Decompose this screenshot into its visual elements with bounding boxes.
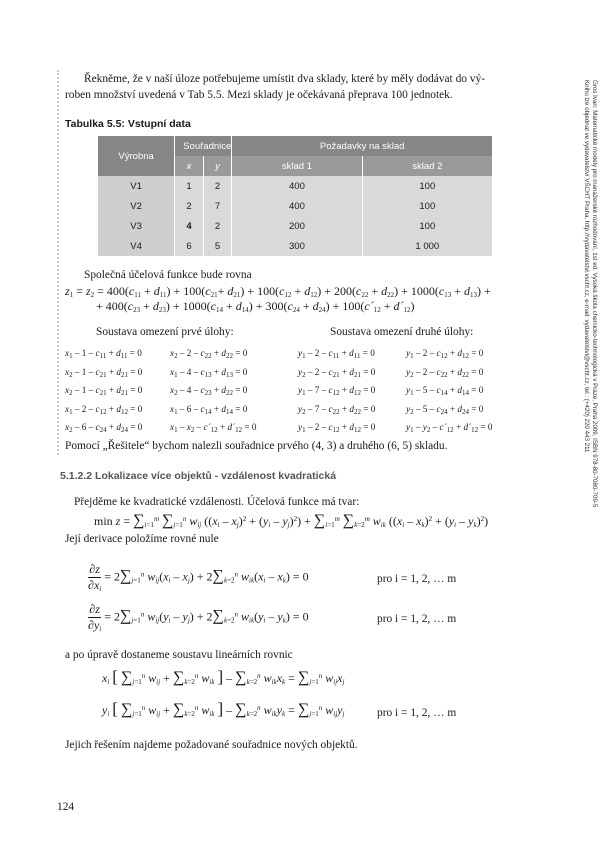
derivative-x-equation: $\frac{\partial z}{\partial x_i}$ = $2\sum_{j=1}^n$ $w_{ij}(x_i - x_j) + 2\sum_{k=2}^n$ $w_{ik}(x_i - x_k) = 0$ <box>88 562 309 593</box>
margin-dotted-rule <box>57 70 59 455</box>
table-row <box>98 176 492 196</box>
cell-x: 1 <box>175 176 204 196</box>
constraints-column-1: $x_1 - 1 - c_{11} + d_{11} = 0$ $x_2 - 1 - c_{21} + d_{21} = 0$ $x_2 - 1 - c_{21} + d_{21} = 0$ $x_1 - 2 - c_{12} + d_{12} = 0$ $x_2 - 6 - c_{24} + d_{24} = 0$ <box>65 348 143 434</box>
linear-y-equation: $y_i$ [ $\sum_{j=1}^n$ $w_{ij} + \sum_{k=2}^n$ $w_{ik}$ ] – $\sum_{k=2}^n$ $w_{ik}y_k = \sum_{j=1}^n$ $w_{ij}y_j$ <box>102 699 345 718</box>
cell-name: V4 <box>98 236 175 256</box>
derivative-intro: Její derivace položíme rovné nule <box>65 533 219 545</box>
intro-line-1: Řekněme, že v naší úloze potřebujeme umístit dva sklady, které by měly dodávat do vý- <box>84 73 485 85</box>
cell-x: 6 <box>175 236 204 256</box>
constraints-title-1: Soustava omezení prvé úlohy: <box>96 326 234 338</box>
cell-name: V2 <box>98 196 175 216</box>
constraints-column-3: $y_1 - 2 - c_{11} + d_{11} = 0$ $y_2 - 2 - c_{21} + d_{21} = 0$ $y_1 - 7 - c_{12} + d_{12} = 0$ $y_2 - 7 - c_{22} + d_{22} = 0$ $y_1 - 2 - c_{12} + d_{12} = 0$ <box>298 348 376 434</box>
derivative-y-equation: $\frac{\partial z}{\partial y_i}$ = $2\sum_{j=1}^n$ $w_{ij}(y_i - y_j) + 2\sum_{k=2}^n$ $w_{ik}(y_i - y_k) = 0$ <box>88 602 309 633</box>
cell-sklad-2: 1 000 <box>362 236 492 256</box>
input-data-table <box>98 136 492 256</box>
cell-y: 2 <box>203 216 232 236</box>
constraints-column-2: $x_2 - 2 - c_{22} + d_{22} = 0$ $x_1 - 4 - c_{13} + d_{13} = 0$ $x_2 - 4 - c_{23} + d_{22} = 0$ $x_1 - 6 - c_{14} + d_{14} = 0$ $x_1 - x_2$ – $c´_{12}$ + $d´_{12} = 0$ <box>170 348 257 434</box>
side-note-line-2: Knihu lze objednat ve vydavatelství VŠCHT Praha, http://vydavatelstvi.vscht.cz, e-mail: vydavatelstvi@vscht.cz, tel.: (+420) 220 443 211 <box>583 80 590 453</box>
cell-sklad-2: 100 <box>362 176 492 196</box>
table-row <box>98 196 492 216</box>
header-sklad-1: sklad 1 <box>232 156 362 176</box>
cell-name: V3 <box>98 216 175 236</box>
cell-sklad-1: 200 <box>232 216 362 236</box>
cell-sklad-2: 100 <box>362 196 492 216</box>
table-caption: Tabulka 5.5: Vstupní data <box>65 118 191 130</box>
header-vyrobna: Výrobna <box>98 136 175 176</box>
side-publication-note <box>580 80 598 602</box>
section-heading: 5.1.2.2 Lokalizace více objektů - vzdálenost kvadratická <box>60 470 337 482</box>
constraints-title-2: Soustava omezení druhé úlohy: <box>330 326 474 338</box>
objective-equation-line-1: $z_1 = z_2 = 400(c_{11} + d_{11}) + 100(c_{21}+ d_{21}) + 100(c_{12} + d_{12}) + 200(c_{22} + d_{22}) + 1000(c_{13} + d_{13})$ + <box>65 284 491 299</box>
derivative-y-condition: pro i = 1, 2, … m <box>377 613 457 625</box>
solver-result-text: Pomocí „Řešitele“ bychom nalezli souřadnice prvého (4, 3) a druhého (6, 5) skladu. <box>65 440 448 452</box>
constraints-column-4: $y_1 - 2 - c_{12} + d_{12} = 0$ $y_2 - 2 - c_{22} + d_{22} = 0$ $y_1 - 5 - c_{14} + d_{14} = 0$ $y_2 - 5 - c_{24} + d_{24} = 0$ $y_1 - y_2$ – $c´_{12}$ + $d´_{12} = 0$ <box>406 348 493 434</box>
cell-sklad-2: 100 <box>362 216 492 236</box>
header-y: y <box>203 156 232 176</box>
side-note-line-1: Gros Ivan: Matematické modely pro manažerské rozhodování, 1st ed. Vysoká škola chemicko-technologická v Praze, Praha 2009, ISBN 978-80-7080-709-5 <box>591 80 598 508</box>
after-modification-text: a po úpravě dostaneme soustavu lineárních rovnic <box>65 649 293 661</box>
cell-y: 2 <box>203 176 232 196</box>
derivative-x-condition: pro i = 1, 2, … m <box>377 573 457 585</box>
linear-x-equation: $x_i$ [ $\sum_{j=1}^n$ $w_{ij} + \sum_{k=2}^n$ $w_{ik}$ ] – $\sum_{k=2}^n$ $w_{ik}x_k = \sum_{j=1}^n$ $w_{ij}x_j$ <box>102 667 345 686</box>
quadratic-intro: Přejděme ke kvadratické vzdálenosti. Účelová funkce má tvar: <box>74 496 360 508</box>
header-souradnice: Souřadnice <box>175 136 232 156</box>
objective-equation-line-2: + $400(c_{23} + d_{23}) + 1000(c_{14} + d_{14}) + 300(c_{24} + d_{24})$ + $100(c´_{12}$ + $d´_{12}$) <box>96 299 415 314</box>
page-number: 124 <box>57 801 75 813</box>
header-x: x <box>175 156 204 176</box>
header-sklad-2: sklad 2 <box>362 156 492 176</box>
linear-condition: pro i = 1, 2, … m <box>377 707 457 719</box>
intro-line-2: roben množství uvedená v Tab 5.5. Mezi sklady je očekávaná přeprava 100 jednotek. <box>65 89 453 101</box>
final-text: Jejich řešením najdeme požadované souřadnice nových objektů. <box>65 739 358 751</box>
cell-x: 4 <box>175 216 204 236</box>
header-pozadavky: Požadavky na sklad <box>232 136 492 156</box>
quadratic-objective-equation: $\min z = \sum_{i=1}^m$ $\sum_{j=1}^n$ $w_{ij}$ $((x_i - x_j)^2 + (y_i - y_j)^2) + \sum_{i=1}^m$ $\sum_{k=2}^m$ $w_{ik}$ $((x_i - x_k)^2 + (y_i - y_k)^2)$ <box>94 512 489 529</box>
table-row <box>98 236 492 256</box>
cell-sklad-1: 300 <box>232 236 362 256</box>
cell-x: 2 <box>175 196 204 216</box>
cell-sklad-1: 400 <box>232 196 362 216</box>
cell-name: V1 <box>98 176 175 196</box>
objective-intro: Společná účelová funkce bude rovna <box>84 269 252 281</box>
cell-y: 7 <box>203 196 232 216</box>
cell-sklad-1: 400 <box>232 176 362 196</box>
cell-y: 5 <box>203 236 232 256</box>
table-row <box>98 216 492 236</box>
